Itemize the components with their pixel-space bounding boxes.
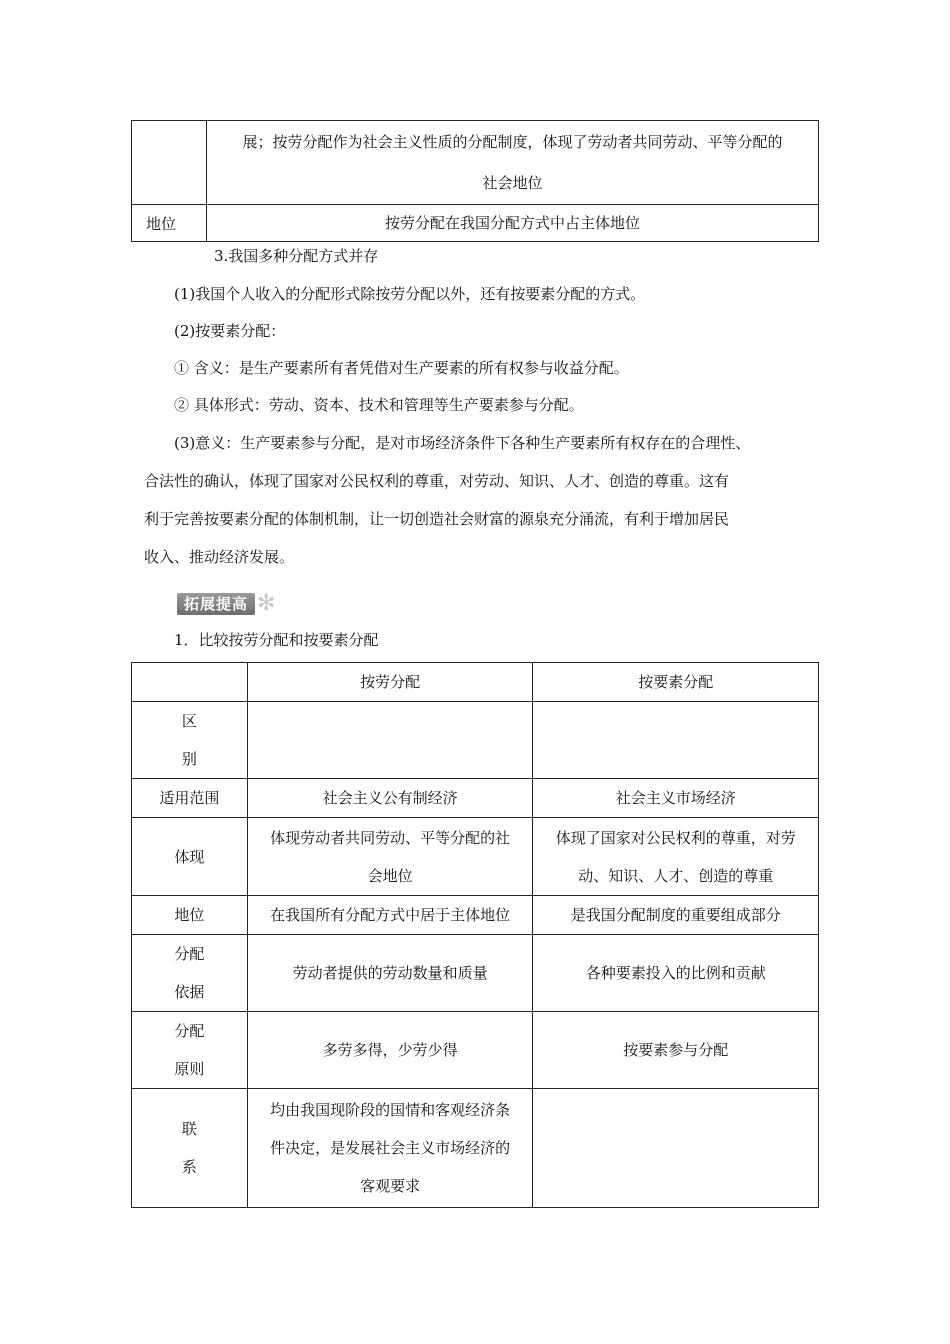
compare-heading: 1．比较按劳分配和按要素分配 <box>174 631 379 649</box>
label-line: 依据 <box>174 983 205 1001</box>
table-cell: 各种要素投入的比例和贡献 <box>533 935 819 1012</box>
label-line: 联 <box>181 1120 197 1138</box>
row-label-cell: 体现 <box>132 818 248 896</box>
table-row <box>132 818 819 896</box>
section-banner <box>177 592 275 616</box>
cell-line: 动、知识、人才、创造的尊重 <box>578 866 774 885</box>
paragraph-line: (3)意义：生产要素参与分配，是对市场经济条件下各种生产要素所有权存在的合理性、 <box>174 434 751 452</box>
table-cell: 在我国所有分配方式中居于主体地位 <box>247 896 533 935</box>
row-content-cell: 按劳分配在我国分配方式中占主体地位 <box>207 205 819 242</box>
table-cell <box>533 702 819 779</box>
header-cell: 按要素分配 <box>533 663 819 702</box>
table-cell: 是我国分配制度的重要组成部分 <box>533 896 819 935</box>
paragraph: (2)按要素分配： <box>174 322 286 340</box>
paragraph-line: 利于完善按要素分配的体制机制，让一切创造社会财富的源泉充分涌流，有利于增加居民 <box>144 510 730 528</box>
comparison-table <box>131 662 819 1208</box>
table-cell <box>533 1089 819 1208</box>
row-label-cell: 地位 <box>132 896 248 935</box>
table-row <box>132 935 819 1012</box>
paragraph-line: 收入、推动经济发展。 <box>144 548 295 566</box>
table-row <box>132 1089 819 1208</box>
table-row <box>132 1012 819 1089</box>
paragraph: ② 具体形式：劳动、资本、技术和管理等生产要素参与分配。 <box>174 396 584 414</box>
cell-line: 客观要求 <box>360 1177 421 1195</box>
table-cell: 社会主义公有制经济 <box>247 779 533 818</box>
label-line: 分配 <box>174 1022 205 1040</box>
row-label-cell <box>132 1012 248 1089</box>
row-label-cell <box>132 702 248 779</box>
content-line: 展；按劳分配作为社会主义性质的分配制度，体现了劳动者共同劳动、平等分配的 <box>242 132 783 151</box>
table-row <box>132 896 819 935</box>
table-row <box>132 779 819 818</box>
table-cell: 多劳多得，少劳少得 <box>247 1012 533 1089</box>
paragraph: ① 含义：是生产要素所有者凭借对生产要素的所有权参与收益分配。 <box>174 359 629 377</box>
star-icon: ✻ <box>257 591 276 616</box>
row-label-cell: 适用范围 <box>132 779 248 818</box>
table-cell: 社会主义市场经济 <box>533 779 819 818</box>
table-cell: 按要素参与分配 <box>533 1012 819 1089</box>
banner-label: 拓展提高 <box>177 593 255 615</box>
paragraph-significance <box>144 424 820 576</box>
table-cell <box>533 818 819 896</box>
cell-line: 件决定，是发展社会主义市场经济的 <box>270 1139 511 1157</box>
paragraph-line: 合法性的确认，体现了国家对公民权利的尊重，对劳动、知识、人才、创造的尊重。这有 <box>144 472 730 490</box>
table-row <box>132 205 819 242</box>
row-label-cell: 地位 <box>132 205 207 242</box>
cell-line: 均由我国现阶段的国情和客观经济条 <box>270 1101 511 1119</box>
table-row <box>132 702 819 779</box>
header-cell: 按劳分配 <box>247 663 533 702</box>
content-line: 社会地位 <box>482 173 543 192</box>
cell-line: 会地位 <box>367 866 413 885</box>
distribution-table-continued <box>131 120 819 242</box>
cell-line: 体现劳动者共同劳动、平等分配的社 <box>270 828 511 847</box>
label-line: 区 <box>181 712 197 730</box>
label-line: 别 <box>181 750 197 768</box>
header-cell <box>132 663 248 702</box>
table-header-row <box>132 663 819 702</box>
table-cell <box>247 702 533 779</box>
row-label-cell <box>132 121 207 205</box>
cell-line: 体现了国家对公民权利的尊重，对劳 <box>555 828 796 847</box>
table-cell: 劳动者提供的劳动数量和质量 <box>247 935 533 1012</box>
label-line: 分配 <box>174 945 205 963</box>
section-heading: 3.我国多种分配方式并存 <box>214 247 379 265</box>
row-content-cell <box>207 121 819 205</box>
label-line: 系 <box>181 1158 197 1176</box>
table-cell <box>247 818 533 896</box>
row-label-cell <box>132 1089 248 1208</box>
table-row <box>132 121 819 205</box>
paragraph: (1)我国个人收入的分配形式除按劳分配以外，还有按要素分配的方式。 <box>174 285 646 303</box>
table-cell <box>247 1089 533 1208</box>
row-label-cell <box>132 935 248 1012</box>
label-line: 原则 <box>174 1060 205 1078</box>
